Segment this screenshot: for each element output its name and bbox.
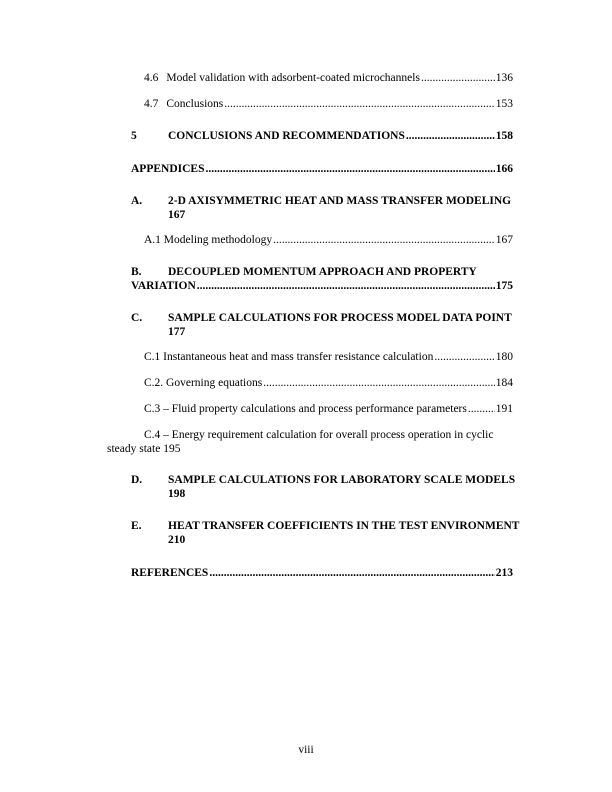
toc-entry-title: CONCLUSIONS AND RECOMMENDATIONS (168, 130, 405, 142)
dot-leader (263, 376, 495, 390)
toc-entry-appendix-b-cont[interactable] (131, 279, 513, 293)
dot-leader (421, 71, 495, 85)
toc-entry-appendices[interactable] (131, 162, 513, 176)
toc-entry-4-7[interactable] (144, 97, 513, 111)
toc-entry-title: C.4 – Energy requirement calculation for overall process operation in cyclic (144, 429, 494, 441)
toc-entry-c-1[interactable] (144, 350, 513, 364)
toc-entry-c-2[interactable] (144, 376, 513, 390)
toc-entry-appendix-b[interactable] (131, 265, 477, 279)
toc-entry-c-4-cont[interactable] (107, 442, 180, 456)
dot-leader (434, 350, 494, 364)
dot-leader (273, 233, 495, 247)
toc-entry-title: DECOUPLED MOMENTUM APPROACH AND PROPERTY (168, 266, 477, 278)
toc-entry-title: HEAT TRANSFER COEFFICIENTS IN THE TEST ENVIRONMENT (168, 520, 520, 532)
toc-entry-page: 167 (168, 209, 186, 221)
toc-entry-page: 195 (163, 443, 181, 455)
toc-entry-appendix-d-page (168, 487, 185, 501)
toc-entry-title: 2-D AXISYMMETRIC HEAT AND MASS TRANSFER MODELING (168, 195, 512, 207)
toc-entry-page: 184 (495, 377, 513, 389)
toc-entry-page: 158 (495, 130, 513, 142)
toc-entry-title: C.2. Governing equations (144, 377, 263, 389)
toc-entry-page: 166 (495, 163, 513, 175)
toc-entry-number: D. (131, 474, 143, 486)
toc-entry-title: SAMPLE CALCULATIONS FOR LABORATORY SCALE MODELS (168, 474, 516, 486)
toc-entry-chapter-5[interactable] (131, 129, 513, 143)
toc-entry-c-4[interactable] (144, 428, 493, 442)
toc-entry-appendix-e[interactable] (131, 519, 519, 533)
toc-entry-title: APPENDICES (131, 163, 205, 175)
toc-entry-title: Model validation with adsorbent-coated microchannels (166, 72, 420, 84)
toc-entry-title: A.1 Modeling methodology (144, 234, 273, 246)
toc-entry-number: 4.6 (144, 72, 159, 84)
toc-entry-title: C.3 – Fluid property calculations and process performance parameters (144, 403, 467, 415)
dot-leader (209, 566, 494, 580)
toc-entry-page: 180 (495, 351, 513, 363)
toc-entry-title: REFERENCES (131, 567, 209, 579)
toc-entry-appendix-a-page (168, 208, 185, 222)
dot-leader (197, 279, 495, 293)
toc-entry-page: 198 (168, 488, 186, 500)
toc-entry-appendix-d[interactable] (131, 473, 515, 487)
dot-leader (224, 97, 495, 111)
toc-entry-number: 4.7 (144, 98, 159, 110)
toc-entry-references[interactable] (131, 566, 513, 580)
dot-leader (205, 162, 494, 176)
toc-entry-appendix-e-page (168, 533, 185, 547)
toc-entry-page: 175 (495, 280, 513, 292)
toc-entry-appendix-c[interactable] (131, 311, 512, 325)
toc-entry-number: E. (131, 520, 142, 532)
toc-entry-c-3[interactable] (144, 402, 513, 416)
toc-entry-4-6[interactable] (144, 71, 513, 85)
toc-entry-page: 210 (168, 534, 186, 546)
toc-entry-a-1[interactable] (144, 233, 513, 247)
toc-entry-title: Conclusions (166, 98, 224, 110)
dot-leader (406, 129, 495, 143)
toc-entry-number: C. (131, 312, 143, 324)
toc-entry-number: A. (131, 195, 143, 207)
toc-entry-page: 153 (495, 98, 513, 110)
dot-leader (468, 402, 495, 416)
toc-entry-number: 5 (131, 130, 137, 142)
toc-entry-appendix-c-page (168, 325, 185, 339)
toc-entry-number: B. (131, 266, 142, 278)
toc-entry-title: SAMPLE CALCULATIONS FOR PROCESS MODEL DATA POINT (168, 312, 512, 324)
toc-entry-page: 213 (495, 567, 513, 579)
toc-entry-title-cont: VARIATION (131, 280, 196, 292)
toc-entry-page: 136 (495, 72, 513, 84)
page-number: viii (298, 744, 314, 756)
toc-entry-appendix-a[interactable] (131, 194, 511, 208)
toc-entry-page: 167 (495, 234, 513, 246)
toc-entry-page: 177 (168, 326, 186, 338)
toc-entry-title-cont: steady state (107, 443, 161, 455)
toc-entry-page: 191 (495, 403, 513, 415)
toc-entry-title: C.1 Instantaneous heat and mass transfer resistance calculation (144, 351, 434, 363)
